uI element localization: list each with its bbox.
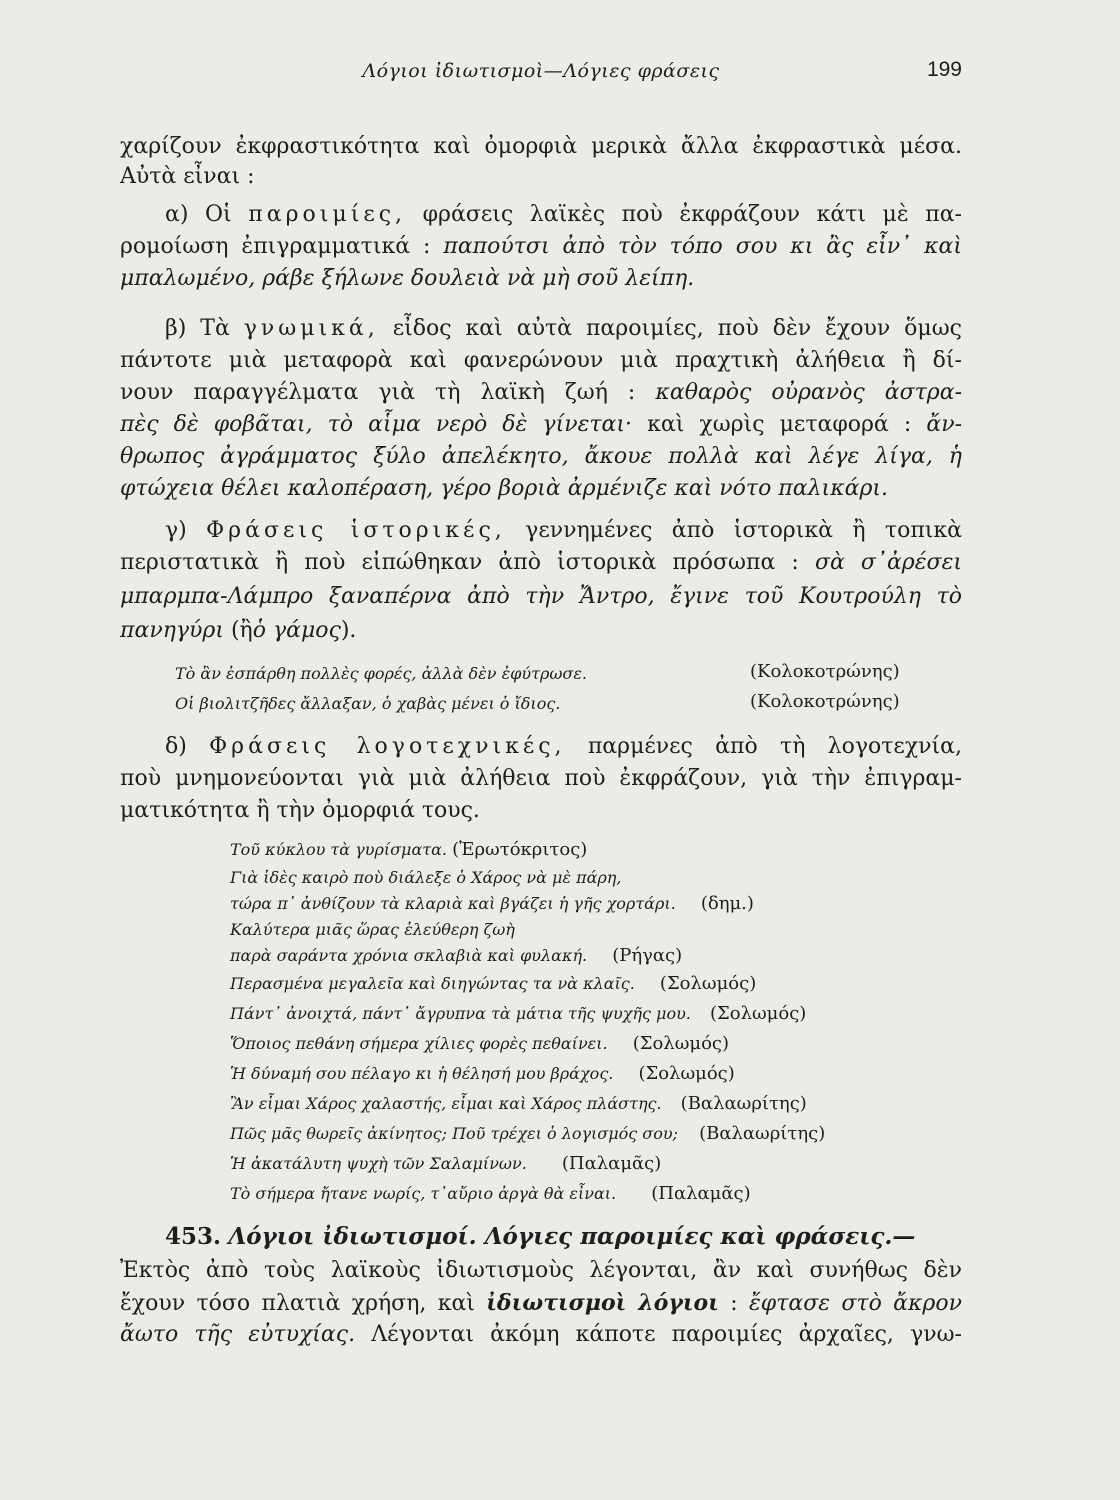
para-d-line-3: ματικότητα ἢ τὴν ὀμορφιά τους. xyxy=(120,798,480,823)
quote-source: (Παλαμᾶς) xyxy=(561,1153,662,1174)
term-logotechnikes: Φράσεις λογοτεχνικές, xyxy=(209,734,566,759)
para-a-text-2: ρομοίωση ἐπιγραμματικά : xyxy=(120,234,431,259)
quote-text: Ὅποιος πεθάνη σήμερα χίλιες φορὲς πεθαίνει. xyxy=(230,1034,608,1053)
section-453-example-1: ἔφτασε στὸ ἄκρον xyxy=(748,1291,962,1316)
term-gnomika: γνωμικά, xyxy=(243,316,379,341)
quote-text: Ἂν εἶμαι Χάρος χαλαστής, εἶμαι καὶ Χάρος πλάστης. xyxy=(230,1094,662,1113)
para-b-line-4 xyxy=(120,410,962,440)
quote-text: Ἡ ἀκατάλυτη ψυχὴ τῶν Σαλαμίνων. xyxy=(230,1154,527,1173)
section-453-text-3: Λέγονται ἀκόμη κάποτε παροιμίες ἀρχαῖες, γνω- xyxy=(371,1322,962,1347)
quote-text: Πῶς μᾶς θωρεῖς ἀκίνητος; Ποῦ τρέχει ὁ λογισμός σου; xyxy=(230,1124,678,1143)
para-b-line-3 xyxy=(120,378,962,408)
para-b-example-1: καθαρὸς οὐρανὸς ἀστρα- xyxy=(655,380,962,405)
page-number: 199 xyxy=(926,58,962,81)
section-453-line-2 xyxy=(120,1288,962,1318)
section-453-text-2: ἔχουν τόσο πλατιὰ χρήση, καὶ xyxy=(120,1291,475,1316)
para-a-line-2 xyxy=(120,232,962,262)
para-c-example-2: μπαρμπα-Λάμπρο ξαναπέρνα ἀπὸ τὴν Ἄντρο, ἔγινε τοῦ Κουτρούλη τὸ xyxy=(120,584,962,609)
para-c-example-3: πανηγύρι xyxy=(120,618,224,643)
para-b-line-2: πάντοτε μιὰ μεταφορὰ καὶ φανερώνουν μιὰ πραχτικὴ ἀλήθεια ἢ δί- xyxy=(120,348,962,373)
para-c-line-1 xyxy=(165,516,962,546)
quote-source: (Σολωμός) xyxy=(709,1003,807,1024)
section-453-line-1: Ἐκτὸς ἀπὸ τοὺς λαϊκοὺς ἰδιωτισμοὺς λέγονται, ἂν καὶ συνήθως δὲν xyxy=(120,1258,962,1283)
quote-d-5 xyxy=(230,944,682,968)
quote-d-9 xyxy=(230,1062,735,1086)
quote-source: (Σολωμός) xyxy=(632,1033,730,1054)
quote-c-1 xyxy=(175,662,587,686)
para-b-line-5 xyxy=(120,442,962,472)
section-453-heading xyxy=(165,1222,962,1252)
para-a-example-1: παπούτσι ἀπὸ τὸν τόπο σου κι ἂς εἶν᾽ καὶ xyxy=(443,234,962,259)
running-header xyxy=(120,60,962,90)
term-idiotismoi-logioi: ἰδιωτισμοὶ λόγιοι xyxy=(486,1290,719,1316)
quote-text: παρὰ σαράντα χρόνια σκλαβιὰ καὶ φυλακή. xyxy=(230,946,588,965)
para-a-line-1 xyxy=(165,200,962,230)
para-c-text: γεννημένες ἀπὸ ἱστορικὰ ἢ τοπικὰ xyxy=(525,518,963,543)
intro-line-1: χαρίζουν ἐκφραστικότητα καὶ ὀμορφιὰ μερικὰ ἄλλα ἐκφραστικὰ μέσα. xyxy=(120,134,962,159)
section-453-line-3 xyxy=(120,1320,962,1350)
para-b-line-6 xyxy=(120,474,962,504)
para-d-line-1 xyxy=(165,732,962,762)
para-b-text: εἶδος καὶ αὐτὰ παροιμίες, ποὺ δὲν ἔχουν ὅμως xyxy=(392,316,962,341)
para-a-marker: α) Οἱ xyxy=(165,202,232,227)
quote-d-11 xyxy=(230,1122,825,1146)
quote-source: (Σολωμός) xyxy=(659,973,757,994)
para-b-line-1 xyxy=(165,314,962,344)
quote-c-2 xyxy=(175,692,560,716)
quote-text: Γιὰ ἰδὲς καιρὸ ποὺ διάλεξε ὁ Χάρος νὰ μὲ πάρη, xyxy=(230,868,622,887)
para-c-example-4: ὁ γάμος xyxy=(252,618,341,643)
quote-source: (Ἐρωτόκριτος) xyxy=(452,839,588,860)
quote-d-3 xyxy=(230,892,754,916)
para-b-example-4: θρωπος ἀγράμματος ξύλο ἀπελέκητο, ἄκουε πολλὰ καὶ λέγε λίγα, ἡ xyxy=(120,444,962,469)
para-a-line-3 xyxy=(120,264,962,294)
para-a-text: φράσεις λαϊκὲς ποὺ ἐκφράζουν κάτι μὲ πα- xyxy=(422,202,962,227)
quote-c-1-source: (Κολοκοτρώνης) xyxy=(750,661,900,682)
para-b-example-2: πὲς δὲ φοβᾶται, τὸ αἷμα νερὸ δὲ γίνεται· xyxy=(120,412,633,437)
para-c-text-2: περιστατικὰ ἢ ποὺ εἰπώθηκαν ἀπὸ ἱστορικὰ πρόσωπα : xyxy=(120,550,799,575)
quote-d-1 xyxy=(230,838,587,862)
term-historikes: Φράσεις ἱστορικές, xyxy=(206,518,506,543)
quote-text: Τοῦ κύκλου τὰ γυρίσματα. xyxy=(230,840,447,859)
quote-d-6 xyxy=(230,972,756,996)
para-d-marker: δ) xyxy=(165,734,187,759)
para-c-paren: (ἢ xyxy=(230,618,253,643)
quote-d-12 xyxy=(230,1152,661,1176)
para-b-example-5: φτώχεια θέλει καλοπέραση, γέρο βοριὰ ἀρμένιζε καὶ νότο παλικάρι. xyxy=(120,476,889,501)
para-a-example-2: μπαλωμένο, ράβε ξήλωνε δουλειὰ νὰ μὴ σοῦ λείπη. xyxy=(120,266,695,291)
term-paroimies: παροιμίες, xyxy=(248,202,407,227)
quote-text: Τὸ ἂν ἐσπάρθη πολλὲς φορές, ἀλλὰ δὲν ἐφύτρωσε. xyxy=(175,664,587,683)
para-b-marker: β) Τὰ xyxy=(165,316,230,341)
header-title: Λόγιοι ἰδιωτισμοὶ—Λόγιες φράσεις xyxy=(362,60,720,82)
quote-c-2-source: (Κολοκοτρώνης) xyxy=(750,691,900,712)
quote-d-4 xyxy=(230,918,515,942)
para-c-close: ). xyxy=(340,618,357,643)
quote-source: (Παλαμᾶς) xyxy=(651,1183,751,1204)
quote-text: Περασμένα μεγαλεῖα καὶ διηγώντας τα νὰ κλαῖς. xyxy=(230,974,635,993)
quote-source: (δημ.) xyxy=(700,893,754,914)
intro-line-2: Αὐτὰ εἶναι : xyxy=(120,164,255,189)
quote-text: τώρα π᾽ ἀνθίζουν τὰ κλαριὰ καὶ βγάζει ἡ γῆς χορτάρι. xyxy=(230,894,676,913)
quote-text: Πάντ᾽ ἀνοιχτά, πάντ᾽ ἄγρυπνα τὰ μάτια τῆς ψυχῆς μου. xyxy=(230,1004,691,1023)
quote-text: Ἡ δύναμή σου πέλαγο κι ἡ θέλησή μου βράχος. xyxy=(230,1064,614,1083)
quote-d-8 xyxy=(230,1032,729,1056)
quote-d-13 xyxy=(230,1182,751,1206)
section-453-colon: : xyxy=(730,1291,738,1316)
para-b-text-4: καὶ χωρὶς μεταφορά : xyxy=(647,412,912,437)
quote-source: (Ρήγας) xyxy=(612,945,683,966)
section-title: Λόγιοι ἰδιωτισμοί. Λόγιες παροιμίες καὶ φράσεις.— xyxy=(228,1223,916,1250)
para-c-marker: γ) xyxy=(165,518,187,543)
para-b-example-3: ἄν- xyxy=(926,412,963,437)
para-c-line-3 xyxy=(120,582,962,612)
quote-text: Τὸ σήμερα ἤτανε νωρίς, τ᾽αὔριο ἀργὰ θὰ εἶναι. xyxy=(230,1184,617,1203)
quote-source: (Σολωμός) xyxy=(638,1063,735,1084)
para-c-line-2 xyxy=(120,548,962,578)
para-b-text-3: νουν παραγγέλματα γιὰ τὴ λαϊκὴ ζωή : xyxy=(120,380,636,405)
para-c-example-1: σὰ σ᾽ἀρέσει xyxy=(814,550,962,575)
quote-d-10 xyxy=(230,1092,807,1116)
quote-source: (Βαλαωρίτης) xyxy=(699,1123,826,1144)
para-c-line-4 xyxy=(120,616,962,646)
quote-d-2 xyxy=(230,866,621,890)
quote-d-7 xyxy=(230,1002,806,1026)
quote-text: Οἱ βιολιτζῆδες ἄλλαξαν, ὁ χαβὰς μένει ὁ ἴδιος. xyxy=(175,694,561,713)
section-453-example-2: ἄωτο τῆς εὐτυχίας. xyxy=(120,1322,356,1347)
para-d-text: παρμένες ἀπὸ τὴ λογοτεχνία, xyxy=(587,734,962,759)
para-d-line-2: ποὺ μνημονεύονται γιὰ μιὰ ἀλήθεια ποὺ ἐκφράζουν, γιὰ τὴν ἐπιγραμ- xyxy=(120,766,962,791)
quote-text: Καλύτερα μιᾶς ὥρας ἐλεύθερη ζωὴ xyxy=(230,920,515,939)
quote-source: (Βαλαωρίτης) xyxy=(680,1093,807,1114)
section-number: 453. xyxy=(165,1223,222,1250)
